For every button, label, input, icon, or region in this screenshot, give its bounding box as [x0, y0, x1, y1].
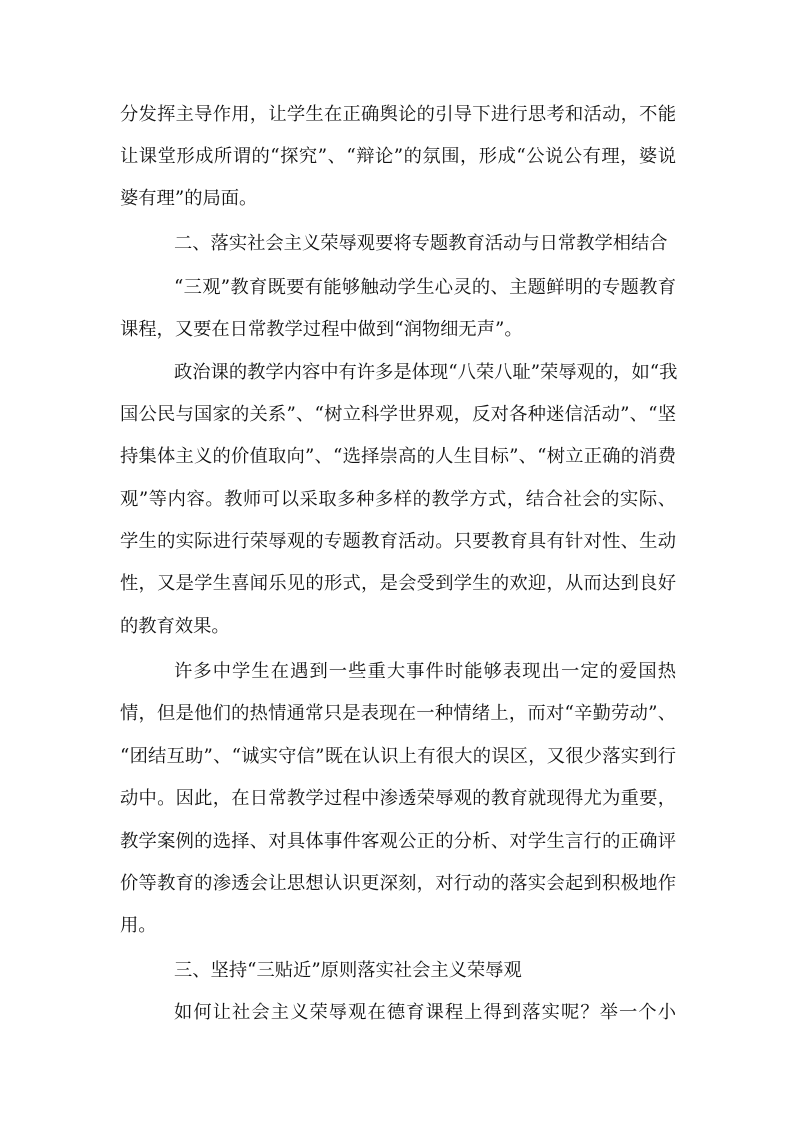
text-line: 观”等内容。教师可以采取多种多样的教学方式，结合社会的实际、: [120, 489, 676, 510]
text-line: 持集体主义的价值取向”、“选择崇高的人生目标”、“树立正确的消费: [120, 446, 676, 467]
text-line: 如何让社会主义荣辱观在德育课程上得到落实呢？举一个小: [174, 1002, 676, 1023]
text-line: 性，又是学生喜闻乐见的形式，是会受到学生的欢迎，从而达到良好: [120, 573, 676, 594]
text-line: 政治课的教学内容中有许多是体现“八荣八耻”荣辱观的，如“我: [174, 362, 678, 383]
text-line: 许多中学生在遇到一些重大事件时能够表现出一定的爱国热: [174, 661, 676, 682]
text-line: 动中。因此，在日常教学过程中渗透荣辱观的教育就现得尤为重要，: [120, 788, 676, 809]
text-line: 课程，又要在日常教学过程中做到“润物细无声”。: [120, 319, 523, 340]
text-line: 让课堂形成所谓的“探究”、“辩论”的氛围，形成“公说公有理，婆说: [120, 146, 676, 167]
text-line: 婆有理”的局面。: [120, 188, 258, 209]
text-line: 情，但是他们的热情通常只是表现在一种情绪上，而对“辛勤劳动”、: [120, 703, 676, 724]
text-line: 学生的实际进行荣辱观的专题教育活动。只要教育具有针对性、生动: [120, 531, 676, 552]
text-line: 教学案例的选择、对具体事件客观公正的分析、对学生言行的正确评: [120, 831, 676, 852]
text-line: 二、落实社会主义荣辱观要将专题教育活动与日常教学相结合: [174, 233, 668, 254]
text-line: 价等教育的渗透会让思想认识更深刻，对行动的落实会起到积极地作: [120, 873, 676, 894]
text-line: 三、坚持“三贴近”原则落实社会主义荣辱观: [174, 960, 522, 981]
text-line: 国公民与国家的关系”、“树立科学世界观，反对各种迷信活动”、“坚: [120, 404, 676, 425]
text-line: 用。: [120, 915, 157, 936]
text-line: 的教育效果。: [120, 616, 230, 637]
text-line: 分发挥主导作用，让学生在正确舆论的引导下进行思考和活动，不能: [120, 104, 676, 125]
text-line: “三观”教育既要有能够触动学生心灵的、主题鲜明的专题教育: [174, 277, 676, 298]
text-line: “团结互助”、“诚实守信”既在认识上有很大的误区，又很少落实到行: [120, 746, 676, 767]
